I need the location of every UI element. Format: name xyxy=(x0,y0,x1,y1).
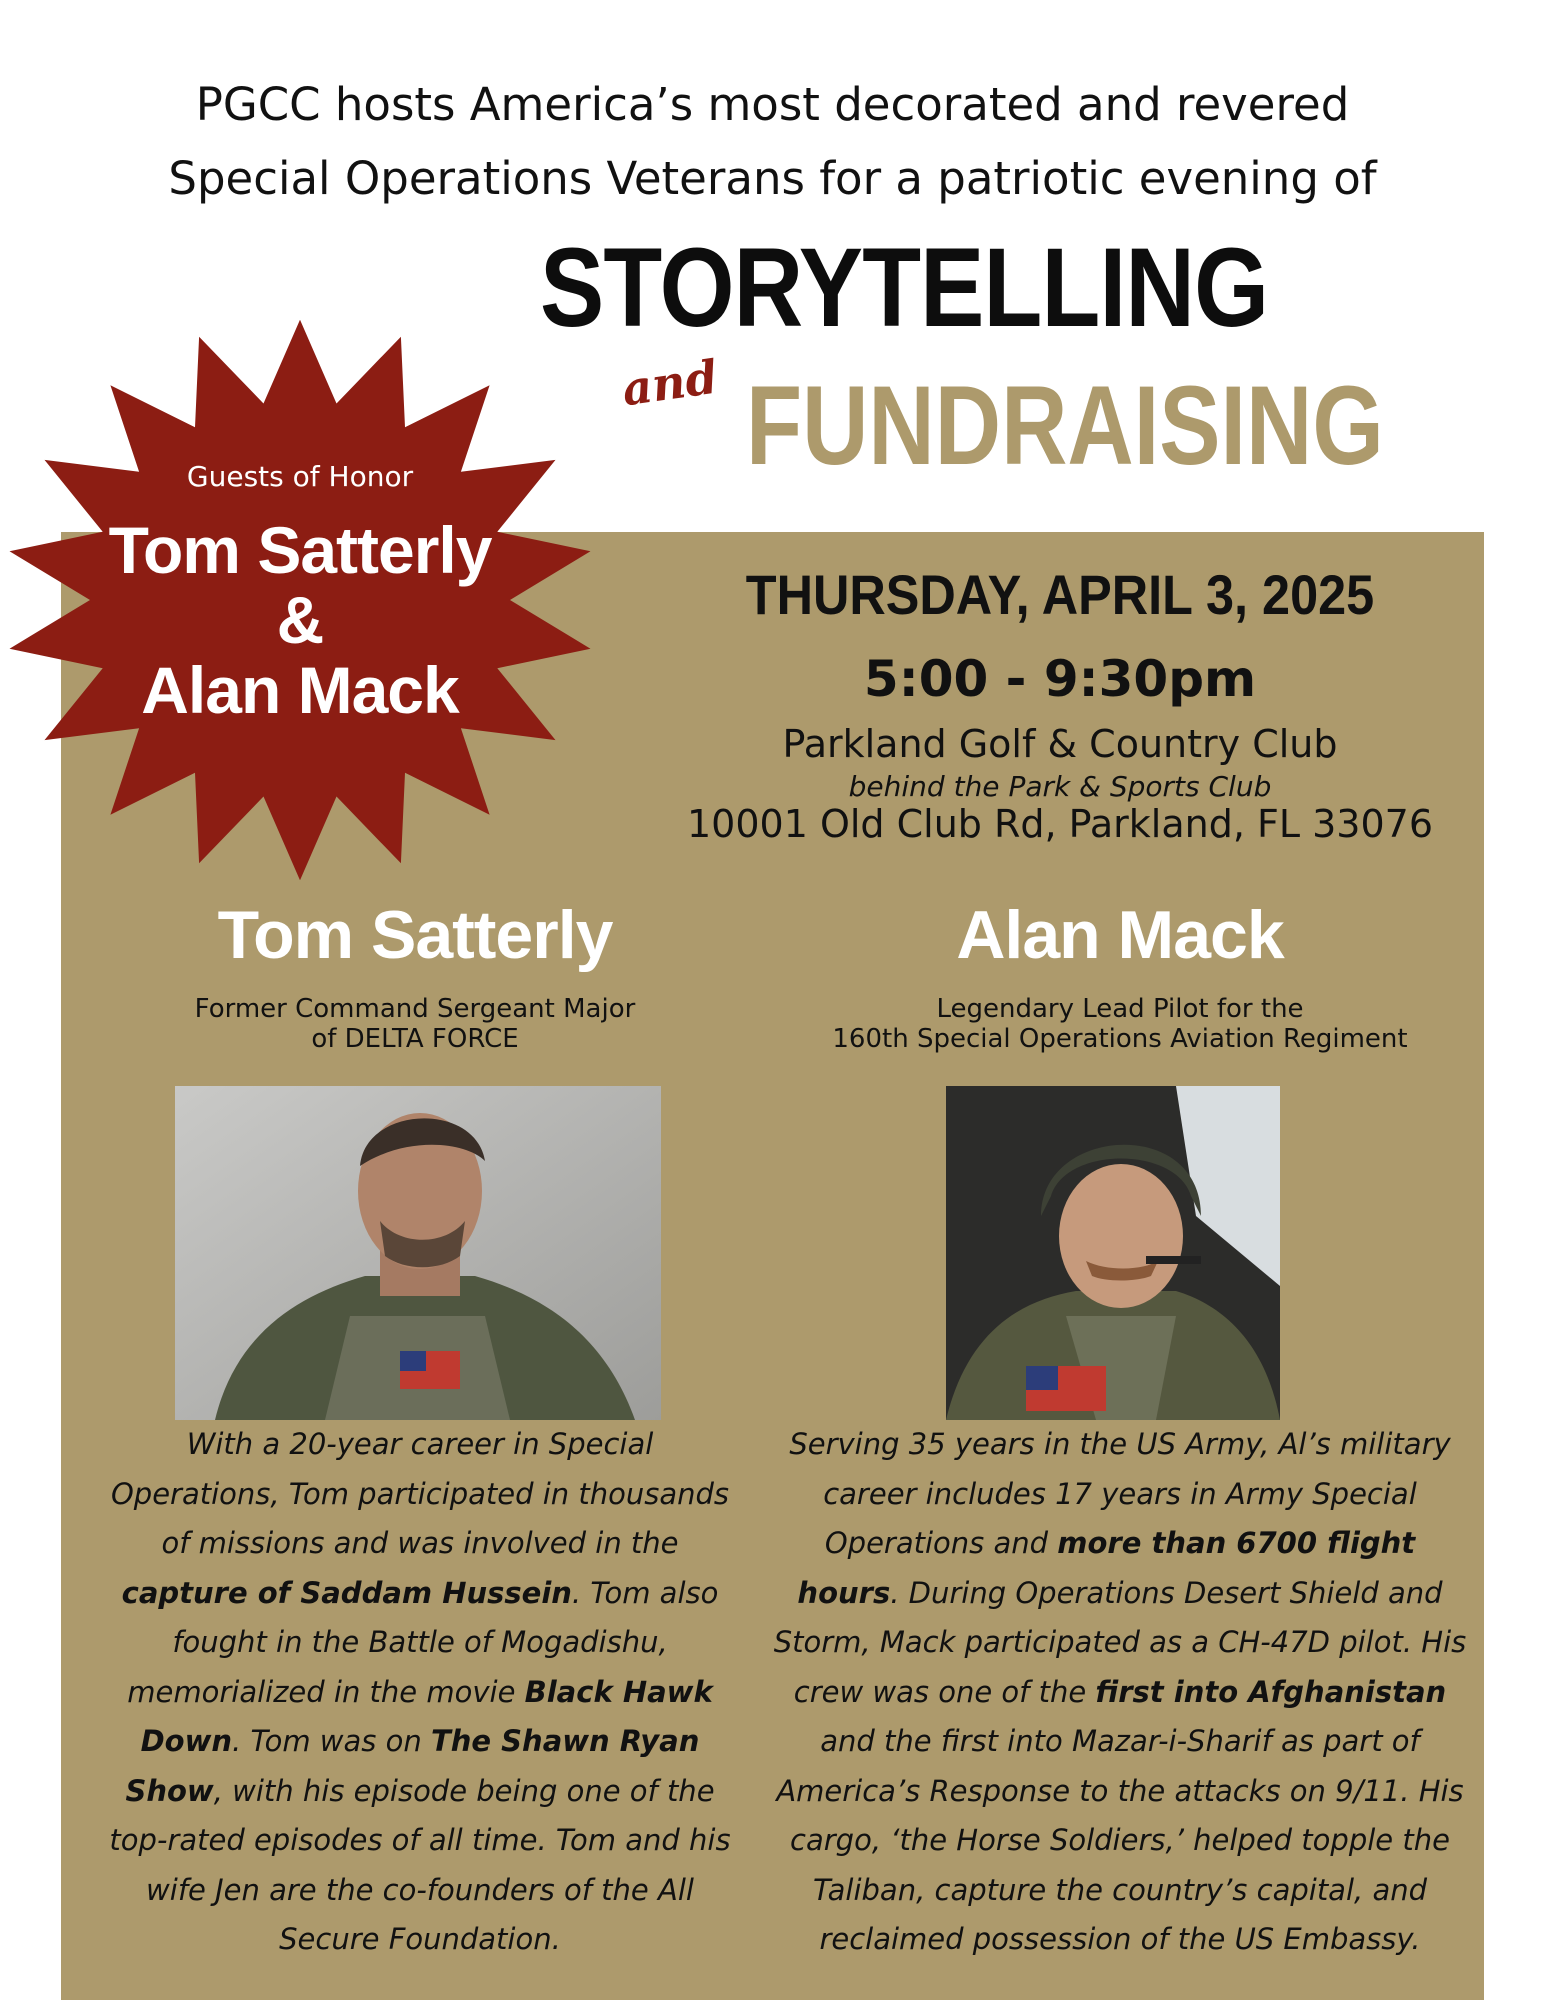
bio-emphasis: capture of Saddam Hussein xyxy=(121,1575,572,1610)
bio-alan xyxy=(770,1420,1470,1965)
badge-text xyxy=(0,320,600,880)
intro-line-1: PGCC hosts America’s most decorated and revered xyxy=(195,78,1350,131)
event-venue: Parkland Golf & Country Club xyxy=(782,722,1338,766)
bio-emphasis: The Shawn Ryan Show xyxy=(125,1724,700,1808)
bio-emphasis: first into Afghanistan xyxy=(1095,1674,1447,1709)
bio-text: . During Operations Desert Shield and Storm, Mack participated as a CH-47D pilot. His crew was one of the xyxy=(773,1575,1467,1709)
bio-emphasis: Black Hawk Down xyxy=(140,1674,713,1758)
title-and: and xyxy=(618,349,721,417)
guest-role-tom xyxy=(130,994,700,1054)
role-line: 160th Special Operations Aviation Regiment xyxy=(832,1024,1408,1054)
bio-tom xyxy=(100,1420,740,1965)
guest-name-tom: Tom Satterly xyxy=(217,897,613,973)
bio-text: . Tom also fought in the Battle of Mogadishu, memorialized in the movie xyxy=(127,1575,719,1709)
event-time: 5:00 - 9:30pm xyxy=(863,650,1257,708)
bio-text: Serving 35 years in the US Army, Al’s military career includes 17 years in Army Special Operations and xyxy=(789,1427,1451,1560)
title-fundraising: FUNDRAISING xyxy=(746,363,1384,488)
photo-alan-mack xyxy=(946,1086,1280,1420)
bio-text: and the first into Mazar-i-Sharif as part of America’s Response to the attacks on 9/11. His cargo, ‘the Horse Soldiers,’ helped topple the Taliban, capture the country’s capital, and reclaimed possession of the US Embassy. xyxy=(776,1724,1464,1956)
event-venue-note: behind the Park & Sports Club xyxy=(848,770,1272,803)
bio-text: With a 20-year career in Special Operations, Tom participated in thousands of missions and was involved in the xyxy=(110,1427,730,1560)
badge-name-1: Tom Satterly xyxy=(108,513,492,587)
role-line: Former Command Sergeant Major xyxy=(194,994,636,1024)
guests-of-honor-badge xyxy=(0,320,600,880)
portrait-tom xyxy=(175,1086,661,1420)
photo-tom-satterly xyxy=(175,1086,661,1420)
guest-role-alan xyxy=(800,994,1440,1054)
badge-ampersand: & xyxy=(276,583,324,657)
guest-name-alan: Alan Mack xyxy=(956,897,1284,973)
event-date: THURSDAY, APRIL 3, 2025 xyxy=(745,563,1375,626)
role-line: Legendary Lead Pilot for the xyxy=(936,994,1304,1024)
event-address: 10001 Old Club Rd, Parkland, FL 33076 xyxy=(686,802,1433,846)
bio-emphasis: more than 6700 flight hours xyxy=(797,1526,1416,1610)
intro-text xyxy=(0,68,1545,216)
portrait-alan xyxy=(946,1086,1280,1420)
bio-text: , with his episode being one of the top-rated episodes of all time. Tom and his wife Jen are the co-founders of the All Secure Foundation. xyxy=(109,1773,731,1956)
guests-of-honor-label: Guests of Honor xyxy=(186,460,414,493)
bio-text: . Tom was on xyxy=(232,1724,431,1758)
intro-line-2: Special Operations Veterans for a patriotic evening of xyxy=(168,152,1377,205)
role-line: of DELTA FORCE xyxy=(311,1024,519,1054)
badge-name-2: Alan Mack xyxy=(141,653,459,727)
title-storytelling: STORYTELLING xyxy=(540,225,1269,350)
